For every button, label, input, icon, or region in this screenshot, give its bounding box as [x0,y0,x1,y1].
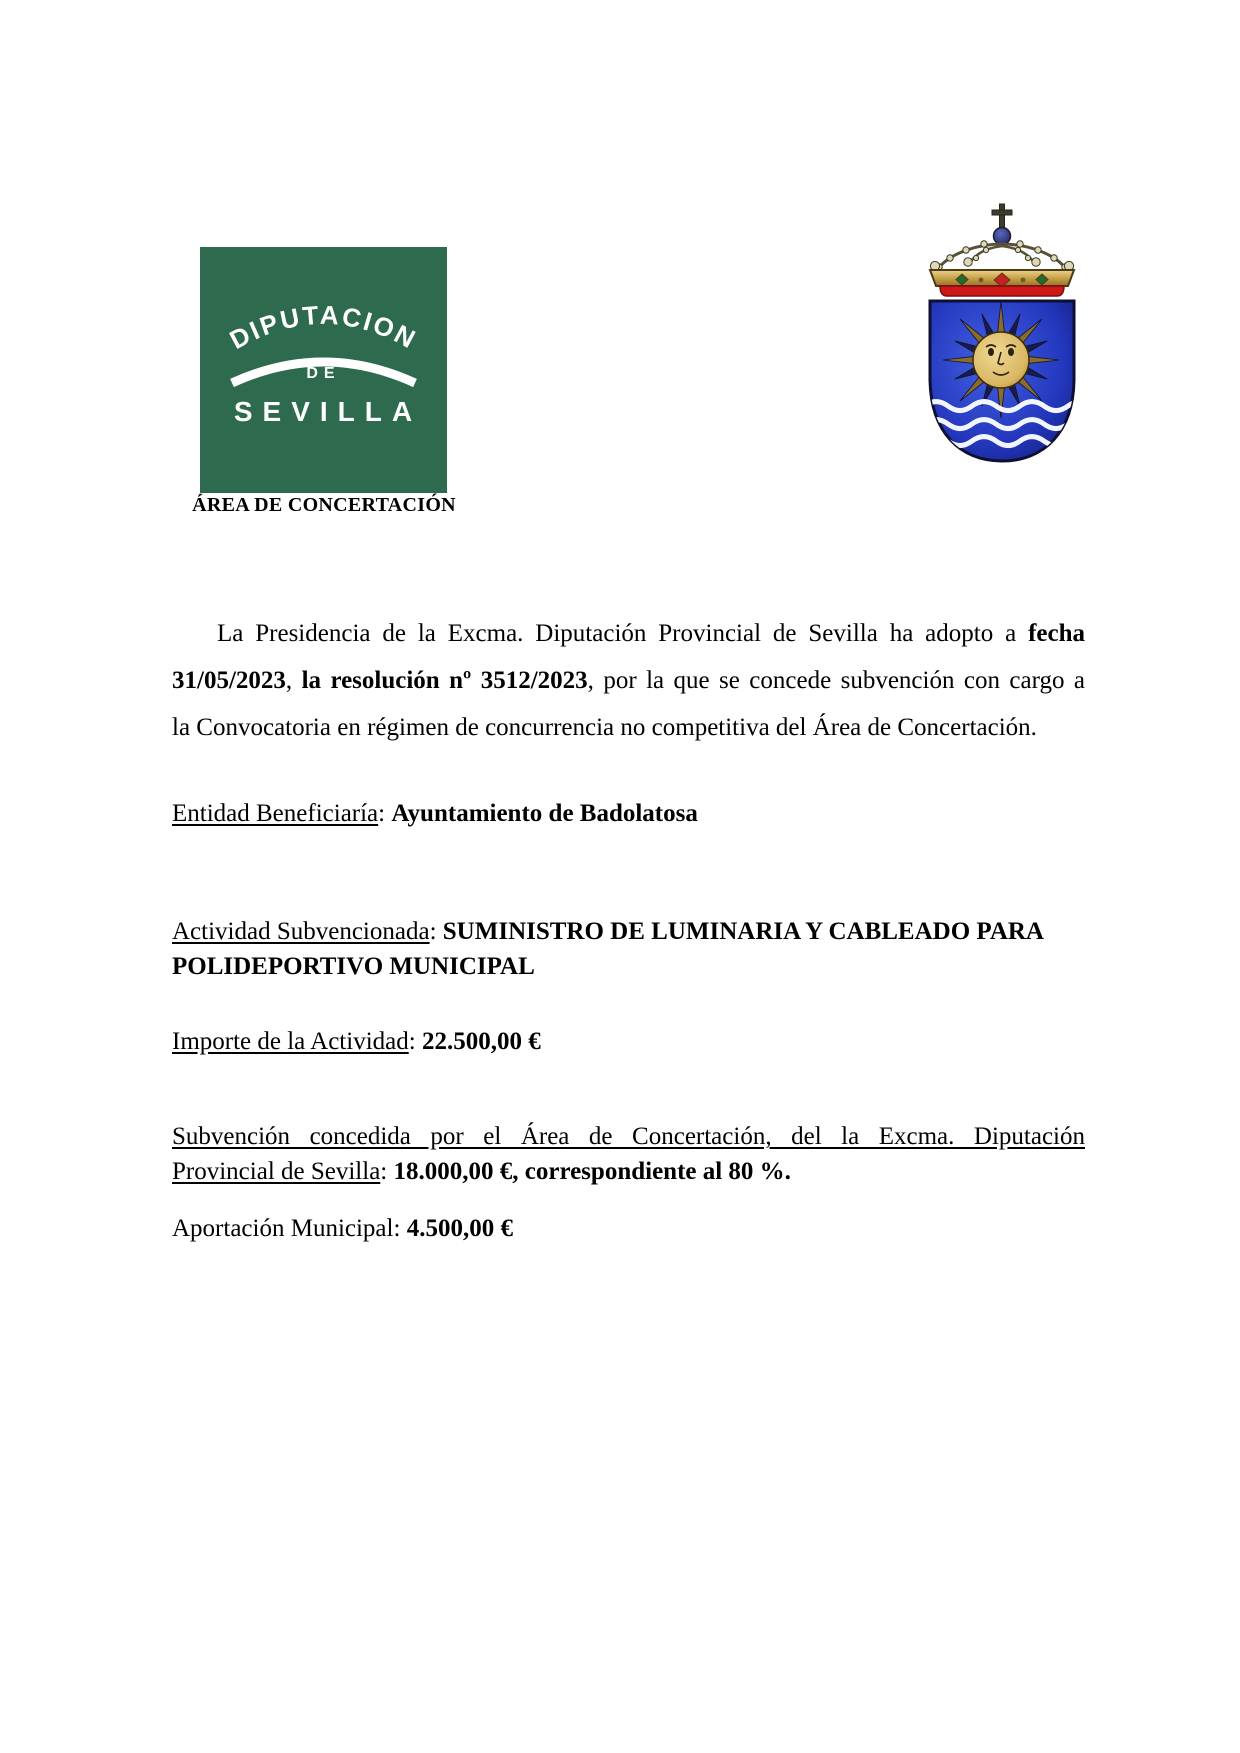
paragraph-text: la Convocatoria en régimen de concurrencia no competitiva del Área de Concertación. [172,714,1037,741]
field-value: 4.500,00 € [406,1215,513,1242]
paragraph-line-1 [172,610,1085,657]
field-entidad-beneficiaria: Entidad Beneficiaría: Ayuntamiento de Badolatosa [172,800,698,827]
field-label-line2: Provincial de Sevilla: 18.000,00 €, correspondiente al 80 %. [172,1158,791,1185]
field-subvencion-concedida [172,1119,1085,1189]
field-label-line1: Subvención concedida por el Área de Concertación, del la Excma. Diputación [172,1123,1085,1150]
area-label: ÁREA DE CONCERTACIÓN [192,494,456,516]
logo-mid-text: DE [306,365,341,382]
logo-bottom-text: SEVILLA [233,396,423,427]
field-aportacion-municipal: Aportación Municipal: 4.500,00 € [172,1215,513,1242]
field-actividad-subvencionada: Actividad Subvencionada: SUMINISTRO DE LUMINARIA Y CABLEADO PARA POLIDEPORTIVO MUNICIPAL [172,918,1044,980]
sun-eye-right [1008,348,1014,356]
diputacion-logo-icon [200,247,447,493]
paragraph-text: , por la que se concede subvención con cargo a [587,667,1085,694]
diputacion-sevilla-logo [200,247,447,493]
sun-eye-left [988,348,994,356]
coat-of-arms-icon [910,200,1094,472]
field-label: Importe de la Actividad [172,1028,409,1055]
paragraph-bold-date: 31/05/2023 [172,667,286,694]
field-label: Aportación Municipal [172,1215,394,1242]
field-label: Actividad Subvencionada [172,918,430,945]
field-value-line2: POLIDEPORTIVO MUNICIPAL [172,953,535,980]
field-importe-actividad: Importe de la Actividad: 22.500,00 € [172,1028,541,1055]
field-value: 18.000,00 €, correspondiente al 80 %. [393,1158,791,1185]
sun-face [973,332,1029,388]
paragraph-line-2: 31/05/2023, la resolución nº 3512/2023, por la que se concede subvención con cargo a [172,667,1085,694]
intro-paragraph [172,610,1085,751]
paragraph-line-3 [172,704,1085,751]
field-value-line1: SUMINISTRO DE LUMINARIA Y CABLEADO PARA [442,918,1044,945]
crown-cross-bar [992,210,1012,215]
paragraph-bold-resolution: la resolución nº 3512/2023 [301,667,588,694]
field-value: Ayuntamiento de Badolatosa [391,800,698,827]
paragraph-bold-fecha: fecha [1028,620,1085,647]
crown-icon [930,204,1074,296]
logo-arc-text: DIPUTACION [224,299,423,356]
paragraph-text: La Presidencia de la Excma. Diputación Provincial de Sevilla ha adopto a [217,620,1029,647]
crown-red-cap [940,286,1064,296]
coat-of-arms [910,200,1094,472]
shield-icon [924,301,1092,461]
field-value: 22.500,00 € [421,1028,541,1055]
crown-orb [994,228,1011,245]
crown-cross [1000,204,1005,230]
field-label: Entidad Beneficiaría [172,800,379,827]
